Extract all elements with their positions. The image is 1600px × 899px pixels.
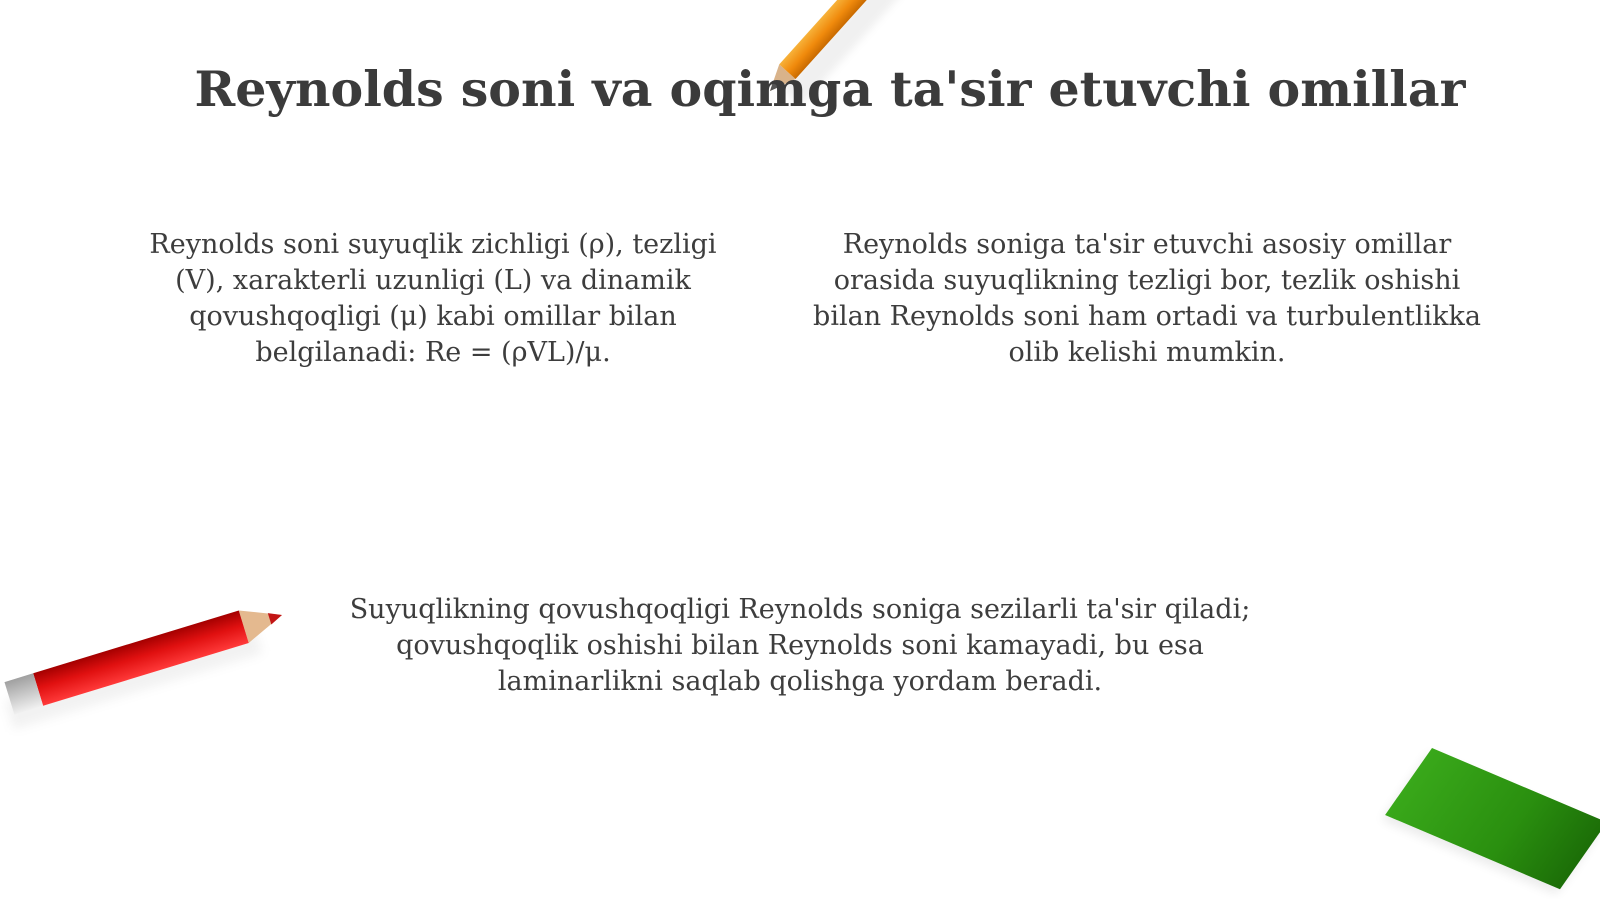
slide-title: Reynolds soni va oqimga ta'sir etuvchi omillar bbox=[194, 60, 1466, 118]
green-marker-icon bbox=[1385, 748, 1600, 889]
red-pencil-icon bbox=[0, 599, 287, 719]
paragraph-right: Reynolds soniga ta'sir etuvchi asosiy omillar orasida suyuqlikning tezligi bor, tezlik oshishi bilan Reynolds soni ham ortadi va turbulentlikka olib kelishi mumkin. bbox=[813, 229, 1481, 368]
paragraph-bottom: Suyuqlikning qovushqoqligi Reynolds soniga sezilarli ta'sir qiladi; qovushqoqlik oshishi bilan Reynolds soni kamayadi, bu esa laminarlikni saqlab qolishga yordam beradi. bbox=[349, 594, 1251, 697]
paragraph-left: Reynolds soni suyuqlik zichligi (ρ), tezligi (V), xarakterli uzunligi (L) va dinamik qovushqoqligi (μ) kabi omillar bilan belgilanadi: Re = (ρVL)/μ. bbox=[149, 229, 717, 368]
